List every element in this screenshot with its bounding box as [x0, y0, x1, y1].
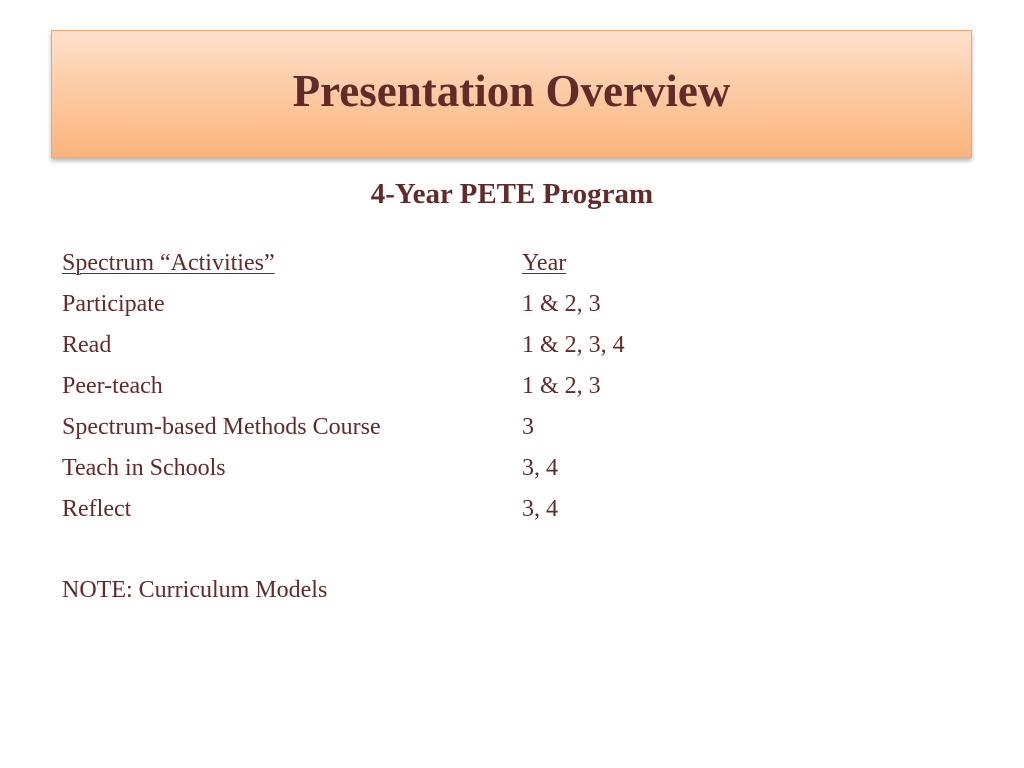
year-cell: 3: [522, 414, 534, 440]
activity-cell: Spectrum-based Methods Course: [62, 414, 381, 440]
table-row: [62, 410, 962, 451]
slide-title: Presentation Overview: [292, 66, 731, 116]
year-cell: 3, 4: [522, 455, 558, 481]
table-header-row: [62, 246, 962, 287]
year-cell: 1 & 2, 3: [522, 373, 601, 399]
table-row: [62, 451, 962, 492]
table-row: [62, 369, 962, 410]
year-column-header: Year: [522, 250, 567, 276]
activities-table: [62, 246, 962, 533]
year-cell: 3, 4: [522, 496, 558, 522]
table-row: [62, 492, 962, 533]
activity-cell: Reflect: [62, 496, 132, 522]
activity-cell: Read: [62, 332, 112, 358]
activity-cell: Teach in Schools: [62, 455, 226, 481]
title-banner: [51, 30, 972, 158]
slide-subtitle: 4-Year PETE Program: [370, 178, 654, 210]
table-row: [62, 328, 962, 369]
activity-cell: Peer-teach: [62, 373, 163, 399]
activity-cell: Participate: [62, 291, 165, 317]
slide-note: NOTE: Curriculum Models: [62, 577, 328, 603]
year-cell: 1 & 2, 3, 4: [522, 332, 625, 358]
year-cell: 1 & 2, 3: [522, 291, 601, 317]
table-row: [62, 287, 962, 328]
activity-column-header: Spectrum “Activities”: [62, 250, 275, 276]
